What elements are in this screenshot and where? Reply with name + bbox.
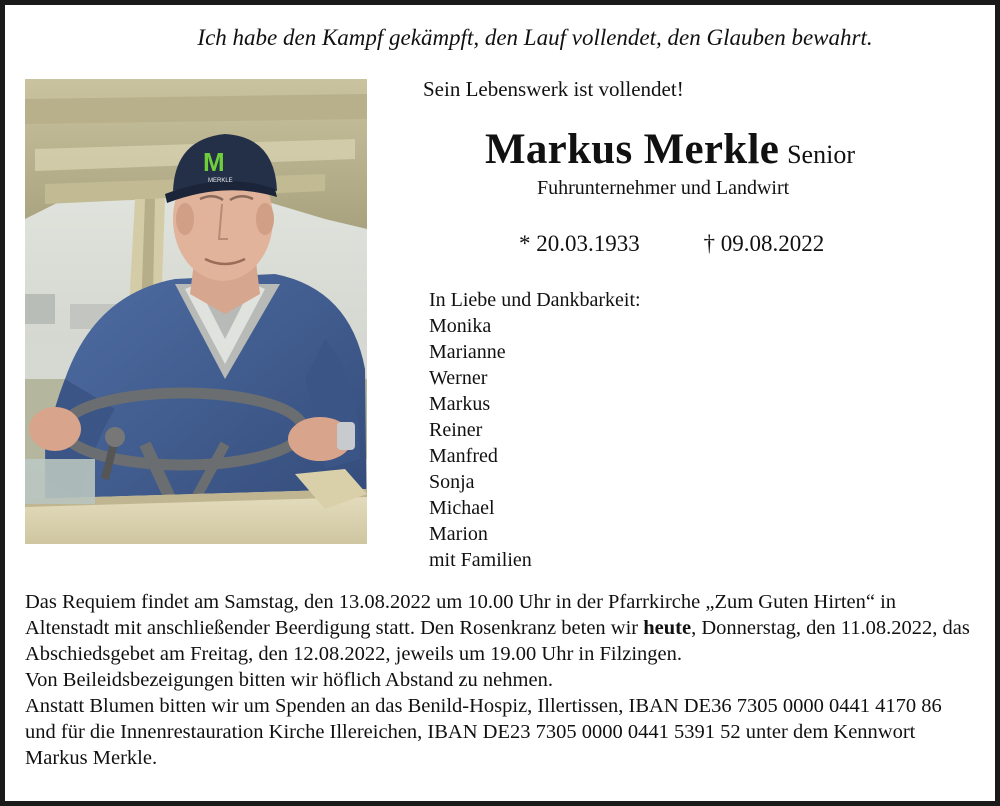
mourner-name: Markus bbox=[429, 393, 491, 415]
intro-line: Sein Lebenswerk ist vollendet! bbox=[423, 77, 684, 101]
deceased-name: Markus Merkle bbox=[485, 126, 780, 173]
mourner-name: Monika bbox=[429, 315, 492, 337]
mourners-list bbox=[429, 287, 641, 573]
service-details bbox=[25, 589, 975, 771]
mourner-name: Reiner bbox=[429, 419, 483, 441]
today-emphasis: heute bbox=[643, 617, 692, 639]
mourners-heading: In Liebe und Dankbarkeit: bbox=[429, 289, 641, 311]
birth-date: * 20.03.1933 bbox=[519, 231, 640, 256]
requiem-paragraph: Das Requiem findet am Samstag, den 13.08.2022 um 10.00 Uhr in der Pfarrkirche „Zum Guten Hirten“ in Altenstadt mit anschließender Beerdigung statt. Den Rosenkranz beten wir heute, Donnerstag, den 11.08.2022, das Abschiedsgebet am Freitag, den 12.08.2022, jeweils um 19.00 Uhr in Filzingen. bbox=[25, 591, 970, 665]
death-date: † 09.08.2022 bbox=[703, 231, 825, 256]
mourner-name: Marion bbox=[429, 523, 488, 545]
donations-note: Anstatt Blumen bitten wir um Spenden an das Benild-Hospiz, Illertissen, IBAN DE36 7305 0000 0441 4170 86 und für die Innenrestauration Kirche Illereichen, IBAN DE23 7305 0000 0441 5391 52 unter dem Kennwort Markus Merkle. bbox=[25, 695, 942, 769]
deceased-name-line bbox=[485, 125, 855, 174]
mourner-name: Sonja bbox=[429, 471, 475, 493]
mourner-name: Werner bbox=[429, 367, 488, 389]
mourner-name: mit Familien bbox=[429, 549, 532, 571]
life-dates bbox=[519, 231, 824, 257]
mourner-name: Manfred bbox=[429, 445, 498, 467]
condolences-note: Von Beileidsbezeigungen bitten wir höflich Abstand zu nehmen. bbox=[25, 669, 553, 691]
portrait-photo bbox=[25, 79, 367, 544]
mourner-name: Michael bbox=[429, 497, 495, 519]
occupation: Fuhrunternehmer und Landwirt bbox=[537, 177, 790, 199]
motto-verse: Ich habe den Kampf gekämpft, den Lauf vollendet, den Glauben bewahrt. bbox=[197, 25, 873, 50]
cap-logo-text: MERKLE bbox=[208, 178, 233, 184]
cap-logo: M bbox=[203, 147, 225, 177]
mourner-name: Marianne bbox=[429, 341, 506, 363]
name-suffix: Senior bbox=[787, 140, 855, 169]
